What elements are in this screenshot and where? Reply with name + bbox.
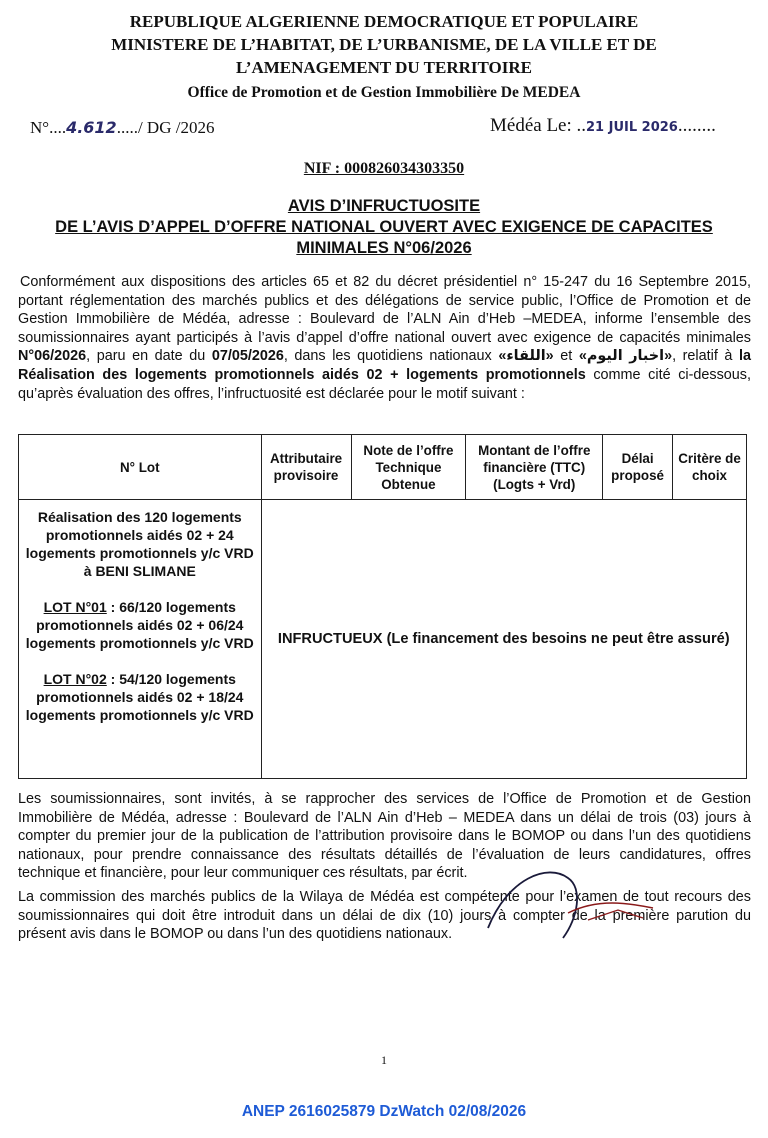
notice-title-line-3: MINIMALES N°06/2026 <box>296 239 472 257</box>
date-label: Médéa Le: .. <box>490 115 587 136</box>
header-proposed-delay: Délai proposé <box>603 435 673 500</box>
notice-title <box>0 196 768 259</box>
intro-publication-date: 07/05/2026 <box>211 348 284 365</box>
date-stamp: 21 JUIL 2026 <box>586 120 678 135</box>
result-cell: INFRUCTUEUX (Le financement des besoins ne peut être assuré) <box>261 500 746 779</box>
paragraph-appeal: La commission des marchés publics de la Wilaya de Médéa est compétente pour l’examen de tout recours des soumissionnaires qui doit être introduit dans un délai de dix (10) jours à compter de la première parution du présent avis dans le BOMOP ou dans l’un des quotidiens nationaux. <box>18 889 751 943</box>
letterhead-line-2: MINISTERE DE L’HABITAT, DE L’URBANISME, DE LA VILLE ET DE <box>111 35 657 54</box>
header-provisional-awardee: Attributaire provisoire <box>261 435 351 500</box>
intro-newspaper-2: «اخبار اليوم» <box>578 348 673 365</box>
page-number: 1 <box>381 1053 387 1067</box>
letterhead-line-3: L’AMENAGEMENT DU TERRITOIRE <box>236 58 532 77</box>
lot-description-cell <box>19 500 262 779</box>
letterhead <box>0 10 768 79</box>
intro-text-1: Conformément aux dispositions des articles 65 et 82 du décret présidentiel n° 15-247 du 16 Septembre 2015, portant réglementation des marchés publics et des délégations de service public, l’Office de Promotion et de Gestion Immobilière de Médéa, adresse : Boulevard de l’ALN Ain d’Heb –MEDEA, informe l’ensemble des soumissionnaires ayant participés à l’avis d’appel d’offre national ouvert avec exigence de capacités minimales <box>18 274 751 346</box>
intro-text-4: et <box>553 348 579 365</box>
intro-newspaper-1: «اللقاء» <box>498 348 554 365</box>
header-lot-number: N° Lot <box>19 435 262 500</box>
paragraph-invitation: Les soumissionnaires, sont invités, à se rapprocher des services de l’Office de Promotion et de Gestion Immobilière de Médéa, adresse : Boulevard de l’ALN Ain d’Heb – MEDEA dans un délai de trois (03) jours à compter du premier jour de la publication de l’attribution provisoire dans le BOMOP ou dans l’un des quotidiens nationaux, pour prendre connaissance des résultats détaillés de l’évaluation de leurs candidatures, offres technique et financière, pour leur communiquer ces résultats, par écrit. <box>18 791 751 882</box>
table-header-row <box>19 435 747 500</box>
date-line <box>490 115 716 137</box>
intro-paragraph <box>18 273 751 403</box>
lot-1 <box>25 598 255 652</box>
lot-1-label: LOT N°01 <box>43 599 107 615</box>
office-name: Office de Promotion et de Gestion Immobilière De MEDEA <box>187 84 581 101</box>
intro-tender-number: N°06/2026 <box>18 348 87 365</box>
reference-prefix: N°.... <box>30 118 67 137</box>
table-row <box>19 500 747 779</box>
header-selection-criterion: Critère de choix <box>673 435 747 500</box>
publication-footer: ANEP 2616025879 DzWatch 02/08/2026 <box>241 1103 527 1120</box>
notice-title-line-2: DE L’AVIS D’APPEL D’OFFRE NATIONAL OUVERT AVEC EXIGENCE DE CAPACITES <box>55 218 713 236</box>
header-technical-score: Note de l’offre Technique Obtenue <box>351 435 466 500</box>
lot-main-description: Réalisation des 120 logements promotionnels aidés 02 + 24 logements promotionnels y/c VRD à BENI SLIMANE <box>25 509 254 579</box>
letterhead-line-1: REPUBLIQUE ALGERIENNE DEMOCRATIQUE ET POPULAIRE <box>129 12 639 31</box>
reference-suffix: ...../ DG /2026 <box>116 118 215 137</box>
intro-text-3: , dans les quotidiens nationaux <box>283 348 499 365</box>
intro-text-2: , paru en date du <box>86 348 212 365</box>
signature-mark <box>468 858 658 948</box>
intro-text-6: comme cité ci-dessous, qu’après évaluation des offres, l’infructuosité est déclarée pour le motif suivant : <box>18 366 751 402</box>
notice-title-line-1: AVIS D’INFRUCTUOSITE <box>287 197 481 215</box>
date-dots: ........ <box>677 115 716 136</box>
lot-2 <box>25 670 255 724</box>
intro-text-5: , relatif à <box>672 348 739 365</box>
lot-2-text: : 54/120 logements promotionnels aidés 02 + 18/24 logements promotionnels y/c VRD <box>25 671 254 723</box>
reference-number <box>30 118 214 138</box>
lot-1-text: : 66/120 logements promotionnels aidés 02 + 06/24 logements promotionnels y/c VRD <box>25 599 254 651</box>
header-financial-amount: Montant de l’offre financière (TTC) (Logts + Vrd) <box>466 435 603 500</box>
reference-handwritten-number: 4.612 <box>66 118 117 137</box>
intro-project-name: la Réalisation des logements promotionnels aidés 02 + logements promotionnels <box>18 348 751 383</box>
lot-2-label: LOT N°02 <box>43 671 107 687</box>
nif: NIF : 000826034303350 <box>303 160 465 177</box>
lots-table <box>18 434 747 779</box>
